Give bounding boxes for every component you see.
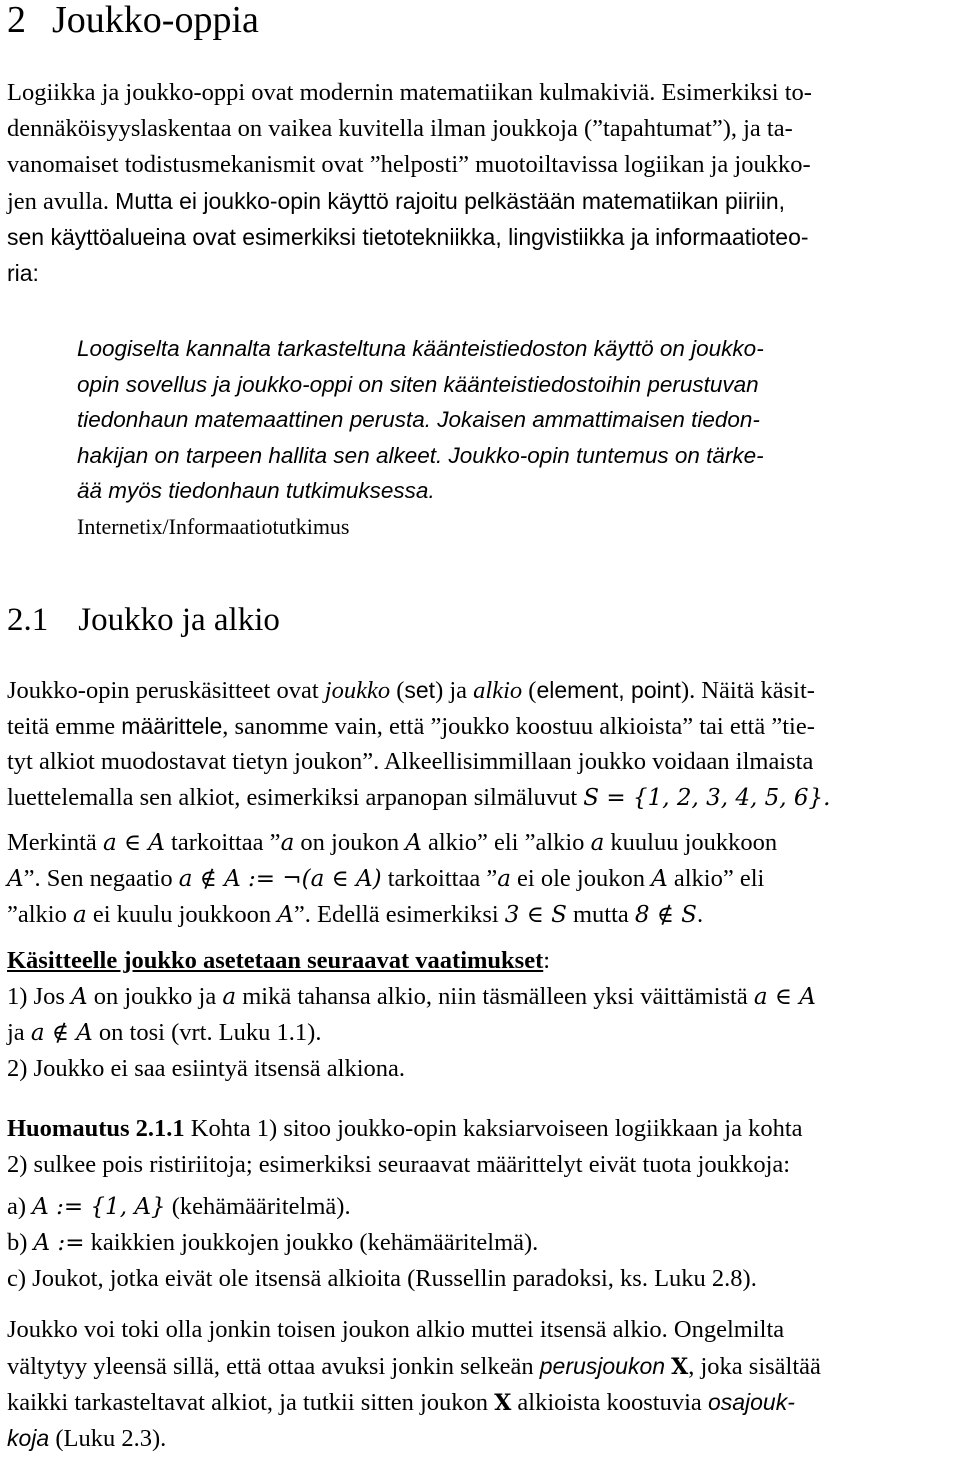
math-symbol: A (405, 830, 422, 856)
remark-item-a (7, 1189, 959, 1225)
text-fragment: kaikki tarkasteltavat alkiot, ja tutkii sitten joukon (7, 1389, 495, 1416)
text-fragment: (kehämääritelmä). (165, 1193, 351, 1220)
math-symbol: a (590, 830, 605, 856)
text-fragment: a) (7, 1193, 33, 1220)
math-symbol: a (222, 984, 237, 1010)
term-osajoukkoja: osajouk- (707, 1389, 795, 1415)
math-symbol: X (671, 1354, 689, 1380)
text-fragment: alkioista koostuvia (511, 1389, 708, 1416)
quote-line: ää myös tiedonhaun tutkimuksessa. (77, 478, 435, 503)
text-line (7, 1384, 959, 1420)
math-expression: a ∈ A (753, 984, 816, 1010)
math-expression: a ∉ A := ¬(a ∈ A) (178, 866, 382, 892)
requirement-1 (7, 979, 959, 1015)
requirements-section (7, 943, 959, 1087)
text-fragment: : (543, 947, 551, 974)
text-fragment: ”. Edellä esimerkiksi (293, 901, 505, 928)
text-fragment: luettelemalla sen alkiot, esimerkiksi arpanopan silmäluvut (7, 784, 584, 811)
text-fragment: vältytyy yleensä sillä, että ottaa avuksi jonkin selkeän (7, 1353, 540, 1380)
math-symbol: A (277, 902, 294, 928)
math-symbol: A (7, 866, 24, 892)
text-fragment: alkio” eli ”alkio (421, 829, 591, 856)
text-line (7, 672, 959, 708)
text-line: vanomaiset todistusmekanismit ovat ”helposti” muotoiltavissa logiikan ja joukko- (7, 151, 811, 178)
text-fragment: ”. Sen negaatio (23, 865, 179, 892)
text-line: sen käyttöalueina ovat esimerkiksi tietotekniikka, lingvistiikka ja informaatioteo- (7, 224, 809, 250)
text-line: dennäköisyyslaskentaa on vaikea kuvitella ilman joukkoja (”tapahtumat”), ja ta- (7, 115, 793, 142)
remark-section (7, 1111, 959, 1297)
text-line (7, 1348, 959, 1384)
math-symbol: a (280, 830, 295, 856)
math-expression: A := {1, A} (32, 1194, 166, 1220)
text-fragment: ). Näitä käsit- (680, 677, 815, 704)
term-alkio: alkio (473, 677, 523, 704)
quote-source: Internetix/Informaatiotutkimus (77, 513, 350, 539)
text-line: Logiikka ja joukko-oppi ovat modernin matematiikan kulmakiviä. Esimerkiksi to- (7, 79, 812, 106)
text-fragment: ei ole joukon (510, 865, 652, 892)
text-fragment: on joukko ja (87, 983, 223, 1010)
text-line (7, 861, 959, 897)
subsection-heading (7, 598, 280, 642)
text-fragment: tarkoittaa ” (164, 829, 281, 856)
text-fragment: , joka sisältää (688, 1353, 821, 1380)
text-fragment: jen avulla. (7, 188, 116, 215)
math-expression: 3 ∈ S (504, 902, 567, 928)
block-quote (77, 331, 897, 544)
text-fragment: ( (390, 677, 405, 704)
text-fragment: tarkoittaa ” (381, 865, 498, 892)
math-expression: a ∉ A (30, 1020, 93, 1046)
text-fragment: ”alkio (7, 901, 73, 928)
paragraph-definitions (7, 672, 959, 816)
text-line (7, 897, 959, 933)
text-fragment: (Luku 2.3). (49, 1425, 167, 1452)
intro-paragraph (7, 75, 959, 291)
text-fragment: kuuluu joukkoon (604, 829, 778, 856)
term-joukko: joukko (324, 677, 391, 704)
remark-item-c: c) Joukot, jotka eivät ole itsensä alkioita (Russellin paradoksi, ks. Luku 2.8). (7, 1265, 757, 1292)
subsection-number: 2.1 (7, 602, 49, 638)
term-element-point: element, point (536, 677, 681, 703)
final-paragraph (7, 1312, 959, 1456)
text-fragment: b) (7, 1229, 34, 1256)
text-fragment: on tosi (vrt. Luku 1.1). (92, 1019, 322, 1046)
requirements-heading-line (7, 943, 959, 979)
text-fragment: mikä tahansa alkio, niin täsmälleen yksi väittämistä (236, 983, 754, 1010)
math-expression: a ∈ A (102, 830, 165, 856)
text-fragment: 1) Jos (7, 983, 71, 1010)
term-set: set (404, 677, 436, 703)
math-expression: A := (33, 1230, 85, 1256)
term-perusjoukon: perusjoukon (539, 1353, 666, 1379)
text-line (7, 183, 959, 219)
quote-line: hakijan on tarpeen hallita sen alkeet. Joukko-opin tuntemus on tärke- (77, 442, 764, 468)
math-symbol: a (497, 866, 511, 892)
term-maarittele: määrittele (121, 713, 223, 739)
section-number: 2 (7, 0, 26, 41)
quote-line: opin sovellus ja joukko-oppi on siten käänteistiedostoihin perustuvan (77, 371, 759, 397)
text-fragment: Kohta 1) sitoo joukko-opin kaksiarvoiseen logiikkaan ja kohta (184, 1115, 803, 1142)
text-fragment: Joukko-opin peruskäsitteet ovat (7, 677, 325, 704)
text-fragment: ( (522, 677, 537, 704)
math-symbol: a (73, 902, 87, 928)
text-fragment: ) ja (435, 677, 474, 704)
text-fragment: ei kuulu joukkoon (86, 901, 278, 928)
math-symbol: X (494, 1390, 512, 1416)
text-fragment: Merkintä (7, 829, 103, 856)
remark-label: Huomautus 2.1.1 (7, 1115, 185, 1142)
text-fragment: ja (7, 1019, 31, 1046)
text-fragment: on joukon (294, 829, 406, 856)
quote-line: Loogiselta kannalta tarkasteltuna käänteistiedoston käyttö on joukko- (77, 336, 764, 361)
text-fragment: , sanomme vain, että ”joukko koostuu alkioista” tai että ”tie- (222, 713, 815, 740)
text-fragment: alkio” eli (667, 865, 765, 892)
subsection-title: Joukko ja alkio (78, 602, 280, 638)
text-line (7, 708, 959, 744)
text-line: tyt alkiot muodostavat tietyn joukon”. Alkeellisimmillaan joukko voidaan ilmaista (7, 748, 814, 775)
text-line: ria: (7, 260, 39, 286)
text-fragment: Mutta ei joukko-opin käyttö rajoitu pelkästään matematiikan piiriin, (115, 188, 786, 214)
text-line: Joukko voi toki olla jonkin toisen joukon alkio muttei itsensä alkio. Ongelmilta (7, 1316, 785, 1343)
math-symbol: A (651, 866, 668, 892)
text-fragment: mutta (566, 901, 635, 928)
section-title: Joukko-oppia (52, 0, 259, 41)
paragraph-membership (7, 825, 959, 933)
section-heading (7, 0, 259, 46)
remark-item-b (7, 1225, 959, 1261)
math-set-s: S = {1, 2, 3, 4, 5, 6}. (583, 785, 831, 811)
requirement-2: 2) Joukko ei saa esiintyä itsensä alkiona. (7, 1055, 406, 1082)
text-line (7, 825, 959, 861)
term-osajoukkoja-end: koja (7, 1425, 50, 1451)
text-line (7, 780, 959, 816)
text-line (7, 1420, 959, 1456)
math-expression: 8 ∉ S (634, 902, 697, 928)
math-symbol: A (70, 984, 88, 1010)
requirement-1-continued (7, 1015, 959, 1051)
requirements-heading: Käsitteelle joukko asetetaan seuraavat vaatimukset (7, 947, 544, 974)
text-fragment: kaikkien joukkojen joukko (kehämääritelmä). (84, 1229, 539, 1256)
text-fragment: teitä emme (7, 713, 122, 740)
quote-line: tiedonhaun matemaattinen perusta. Jokaisen ammattimaisen tiedon- (77, 407, 760, 432)
text-fragment: . (696, 901, 704, 928)
remark-line: 2) sulkee pois ristiriitoja; esimerkiksi seuraavat määrittelyt eivät tuota joukkoja: (7, 1151, 791, 1178)
remark-line (7, 1111, 959, 1147)
